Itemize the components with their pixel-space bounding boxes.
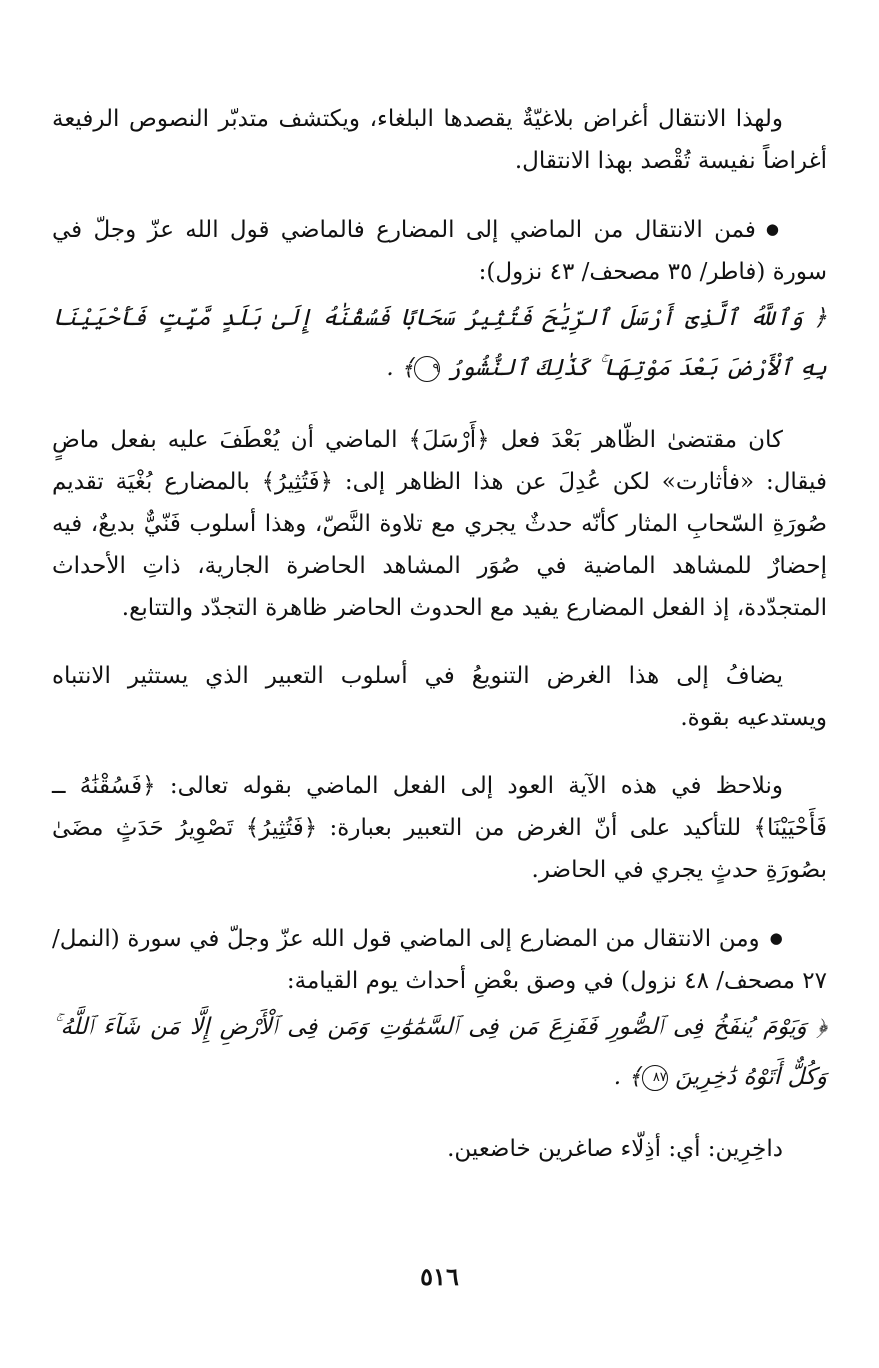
- paragraph-intro: ولهذا الانتقال أغراض بلاغيّةٌ يقصدها البلغاء، ويكتشف متدبّر النصوص الرفيعة أغراضاً نفيسة تُقْصد بهذا الانتقال.: [52, 106, 827, 174]
- ayah-number-marker: ٨٧: [642, 1065, 668, 1091]
- quran-verse-fatir: [52, 293, 827, 393]
- paragraph-variation: يضافُ إلى هذا الغرض التنويعُ في أسلوب التعبير الذي يستثير الانتباه ويستدعيه بقوة.: [52, 663, 827, 731]
- paragraph-naml-intro: ● ومن الانتقال من المضارع إلى الماضي قول الله عزّ وجلّ في سورة (النمل/ ٢٧ مصحف/ ٤٨ نزول) في وصق بعْضِ أحداث يوم القيامة:: [52, 917, 827, 1002]
- paragraph-definition: داخِرِين: أي: أذِلّاء صاغرين خاضعين.: [447, 1136, 783, 1162]
- verse-closing: ﴾ .: [613, 1064, 642, 1090]
- page-number: ٥١٦: [420, 1262, 459, 1291]
- quran-verse-naml: [52, 1002, 827, 1102]
- ayah-number-marker: ٩: [414, 356, 440, 382]
- paragraph-fatir-intro: ● فمن الانتقال من الماضي إلى المضارع فالماضي قول الله عزّ وجلّ في سورة (فاطر/ ٣٥ مصحف/ ٤٣ نزول):: [52, 208, 827, 293]
- verse-text: ﴿ وَيَوْمَ يُنفَخُ فِى ٱلصُّورِ فَفَزِعَ مَن فِى ٱلسَّمَٰوَٰتِ وَمَن فِى ٱلْأَرْضِ إِلَّا مَن شَآءَ ٱللَّهُ ۚ وَكُلٌّ أَتَوْهُ دَٰخِرِينَ: [52, 1014, 827, 1090]
- verse-text: ﴿ وَٱللَّهُ ٱلَّذِىٓ أَرْسَلَ ٱلرِّيَٰحَ فَتُثِيرُ سَحَابًا فَسُقْنَٰهُ إِلَىٰ بَلَدٍ مَّيِّتٍ فَأَحْيَيْنَا بِهِ ٱلْأَرْضَ بَعْدَ مَوْتِهَا ۚ كَذَٰلِكَ ٱلنُّشُورُ: [52, 305, 827, 381]
- paragraph-return-past: ونلاحظ في هذه الآية العود إلى الفعل الماضي بقوله تعالى: ﴿فَسُقْنَٰهُ ــ فَأَحْيَيْنَا﴾ للتأكيد على أنّ الغرض من التعبير بعبارة: ﴿فَتُثِيرُ﴾ تَصْوِيرُ حَدَثٍ مضَىٰ بصُورَةِ حدثٍ يجري في الحاضر.: [52, 773, 827, 883]
- paragraph-analysis: كان مقتضىٰ الظّاهر بَعْدَ فعل ﴿أَرْسَلَ﴾ الماضي أن يُعْطَفَ عليه بفعل ماضٍ فيقال: «فأثارت» لكن عُدِلَ عن هذا الظاهر إلى: ﴿فَتُثِيرُ﴾ بالمضارع بُغْيَة تقديم صُورَةِ السّحابِ المثار كأنّه حدثٌ يجري مع تلاوة النَّصّ، وهذا أسلوب فَنّيٌّ بديعٌ، فيه إحضارٌ للمشاهد الماضية في صُوَر المشاهد الحاضرة الجارية، ذاتِ الأحداث المتجدّدة، إذ الفعل المضارع يفيد مع الحدوث الحاضر ظاهرة التجدّد والتتابع.: [52, 427, 827, 621]
- verse-closing: ﴾ .: [386, 355, 415, 381]
